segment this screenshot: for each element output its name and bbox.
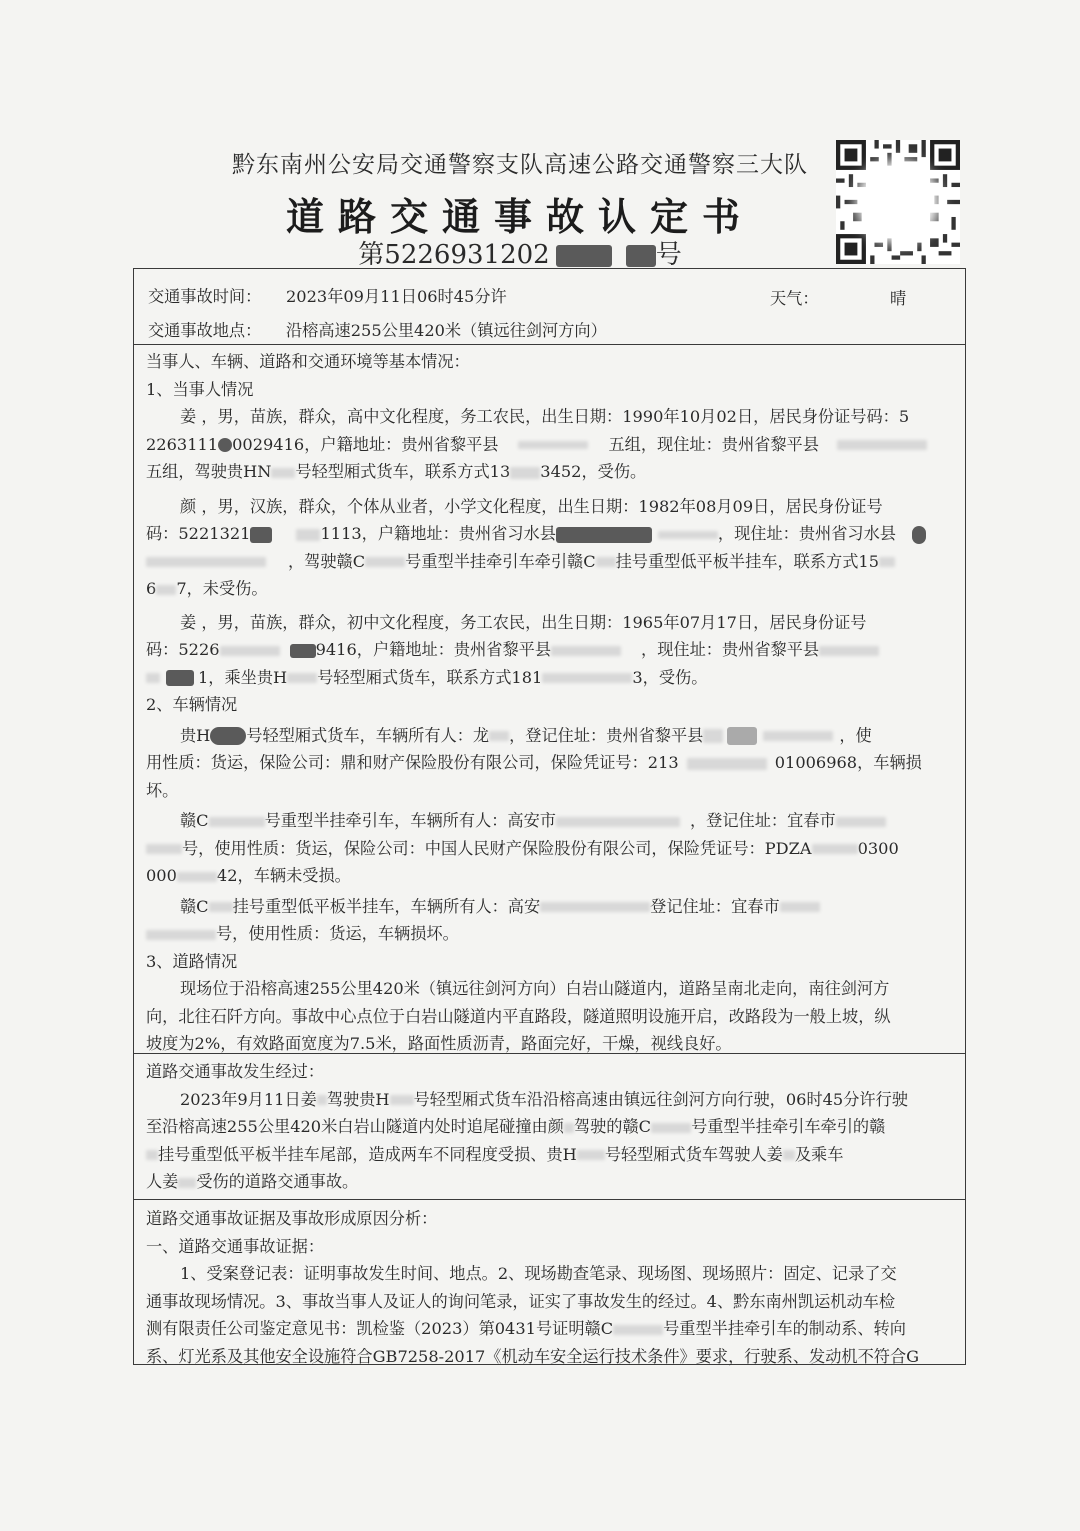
vehicle-1-line: 用性质：货运，保险公司：鼎和财产保险股份有限公司，保险凭证号：213 01006968，车辆损 [146, 753, 922, 772]
road-line: 向，北往石阡方向。事故中心点位于白岩山隧道内平直路段，隧道照明设施开启，改路段为一般上坡，纵 [146, 1006, 891, 1026]
evidence-line: 测有限责任公司鉴定意见书：凯检鉴（2023）第0431号证明赣C 号重型半挂牵引车的制动系、转向 [146, 1319, 906, 1338]
party-2-line: 颜 ，男，汉族，群众，个体从业者，小学文化程度，出生日期：1982年08月09日，居民身份证号 [180, 496, 883, 516]
party-2-line: ，驾驶赣C 号重型半挂牵引车牵引赣C 挂号重型低平板半挂车，联系方式15 [146, 548, 957, 576]
document-number-suffix: 号 [655, 240, 682, 270]
party-2-line: 码：5221321 1113，户籍地址：贵州省习水县 ，现住址：贵州省习水县 [146, 520, 957, 548]
time-value: 2023年09月11日06时45分许 [286, 287, 507, 306]
party-3-line: 1，乘坐贵H 号轻型厢式货车，联系方式181 3，受伤。 [146, 664, 957, 692]
place-value: 沿榕高速255公里420米（镇远往剑河方向） [286, 321, 607, 340]
vehicle-3-line: 号，使用性质：货运，车辆损坏。 [146, 920, 957, 948]
party-1-line: 2263111 0029416，户籍地址：贵州省黎平县 五组，现住址：贵州省黎平县 [146, 431, 957, 459]
vehicle-2-line: 赣C 号重型半挂牵引车，车辆所有人：高安市 ，登记住址：宜春市 [146, 807, 957, 835]
vehicles-heading: 2、车辆情况 [146, 695, 238, 714]
basic-situation-section [134, 345, 965, 1054]
party-3-line: 姜 ，男，苗族，群众，初中文化程度，务工农民，出生日期：1965年07月17日，居民身份证号 [180, 612, 867, 632]
evidence-line: 通事故现场情况。3、事故当事人及证人的询问笔录，证实了事故发生的经过。4、黔东南州凯运机动车检 [146, 1291, 896, 1311]
process-line: 人姜 受伤的道路交通事故。 [146, 1172, 359, 1191]
road-line: 坡度为2%，有效路面宽度为7.5米，路面性质沥青，路面完好，干燥，视线良好。 [146, 1034, 732, 1053]
accident-process-text [146, 1058, 957, 1196]
document-title: 道路交通事故认定书 [285, 194, 754, 239]
weather-value: 晴 [890, 289, 907, 308]
vehicle-1-line: 贵H 号轻型厢式货车，车辆所有人：龙 ，登记住址：贵州省黎平县 ，使 [180, 725, 872, 745]
road-line: 现场位于沿榕高速255公里420米（镇远往剑河方向）白岩山隧道内，道路呈南北走向，南往剑河方 [180, 979, 890, 998]
evidence-text [146, 1205, 957, 1370]
section-heading: 当事人、车辆、道路和交通环境等基本情况： [146, 352, 470, 371]
party-1-line: 姜 ，男，苗族，群众，高中文化程度，务工农民，出生日期：1990年10月02日，居民身份证号码：5 [180, 407, 910, 426]
document-number-prefix: 第5226931202 [358, 240, 550, 270]
weather-label: 天气： [770, 289, 819, 308]
redaction-mark [626, 245, 656, 267]
process-line: 2023年9月11日姜 驾驶贵H 号轻型厢式货车沿沿榕高速由镇远往剑河方向行驶，06时45分许行驶 [180, 1089, 908, 1109]
vehicle-1-line: 坏。 [146, 780, 179, 800]
evidence-heading: 道路交通事故证据及事故形成原因分析： [146, 1209, 438, 1228]
redaction-mark [556, 245, 612, 267]
parties-heading: 1、当事人情况 [146, 379, 254, 399]
agency-name: 黔东南州公安局交通警察支队高速公路交通警察三大队 [232, 152, 808, 178]
qr-blur-patch [866, 170, 930, 234]
time-place-section [134, 269, 965, 345]
party-2-line: 6 7，未受伤。 [146, 579, 268, 598]
accident-report-form [133, 268, 966, 1365]
accident-process-section [134, 1054, 965, 1200]
basic-situation-text [146, 348, 957, 1058]
process-line: 挂号重型低平板半挂车尾部，造成两车不同程度受损、贵H 号轻型厢式货车驾驶人姜 及乘车 [146, 1141, 957, 1169]
vehicle-2-line: 号，使用性质：货运，保险公司：中国人民财产保险股份有限公司，保险凭证号：PDZA 0300 [146, 835, 957, 863]
vehicle-2-line: 000 42，车辆未受损。 [146, 866, 351, 885]
party-1-line: 五组，驾驶贵HN 号轻型厢式货车，联系方式13 3452，受伤。 [146, 462, 647, 481]
process-line: 至沿榕高速255公里420米白岩山隧道内处时追尾碰撞由颜 驾驶的赣C 号重型半挂牵引车牵引的赣 [146, 1117, 886, 1136]
vehicle-3-line: 赣C 挂号重型低平板半挂车，车辆所有人：高安 登记住址：宜春市 [146, 893, 957, 921]
place-label: 交通事故地点： [148, 321, 262, 340]
party-3-line: 码：5226 9416，户籍地址：贵州省黎平县 ，现住址：贵州省黎平县 [146, 636, 957, 664]
road-heading: 3、道路情况 [146, 951, 238, 971]
process-heading: 道路交通事故发生经过： [146, 1062, 325, 1081]
evidence-sub-heading: 一、道路交通事故证据： [146, 1236, 325, 1256]
time-label: 交通事故时间： [148, 287, 262, 306]
evidence-line: 1、受案登记表：证明事故发生时间、地点。2、现场勘查笔录、现场图、现场照片：固定、记录了交 [180, 1264, 897, 1283]
evidence-section [134, 1200, 965, 1366]
evidence-line: 系、灯光系及其他安全设施符合GB7258-2017《机动车安全运行技术条件》要求，行驶系、发动机不符合G [146, 1346, 920, 1366]
